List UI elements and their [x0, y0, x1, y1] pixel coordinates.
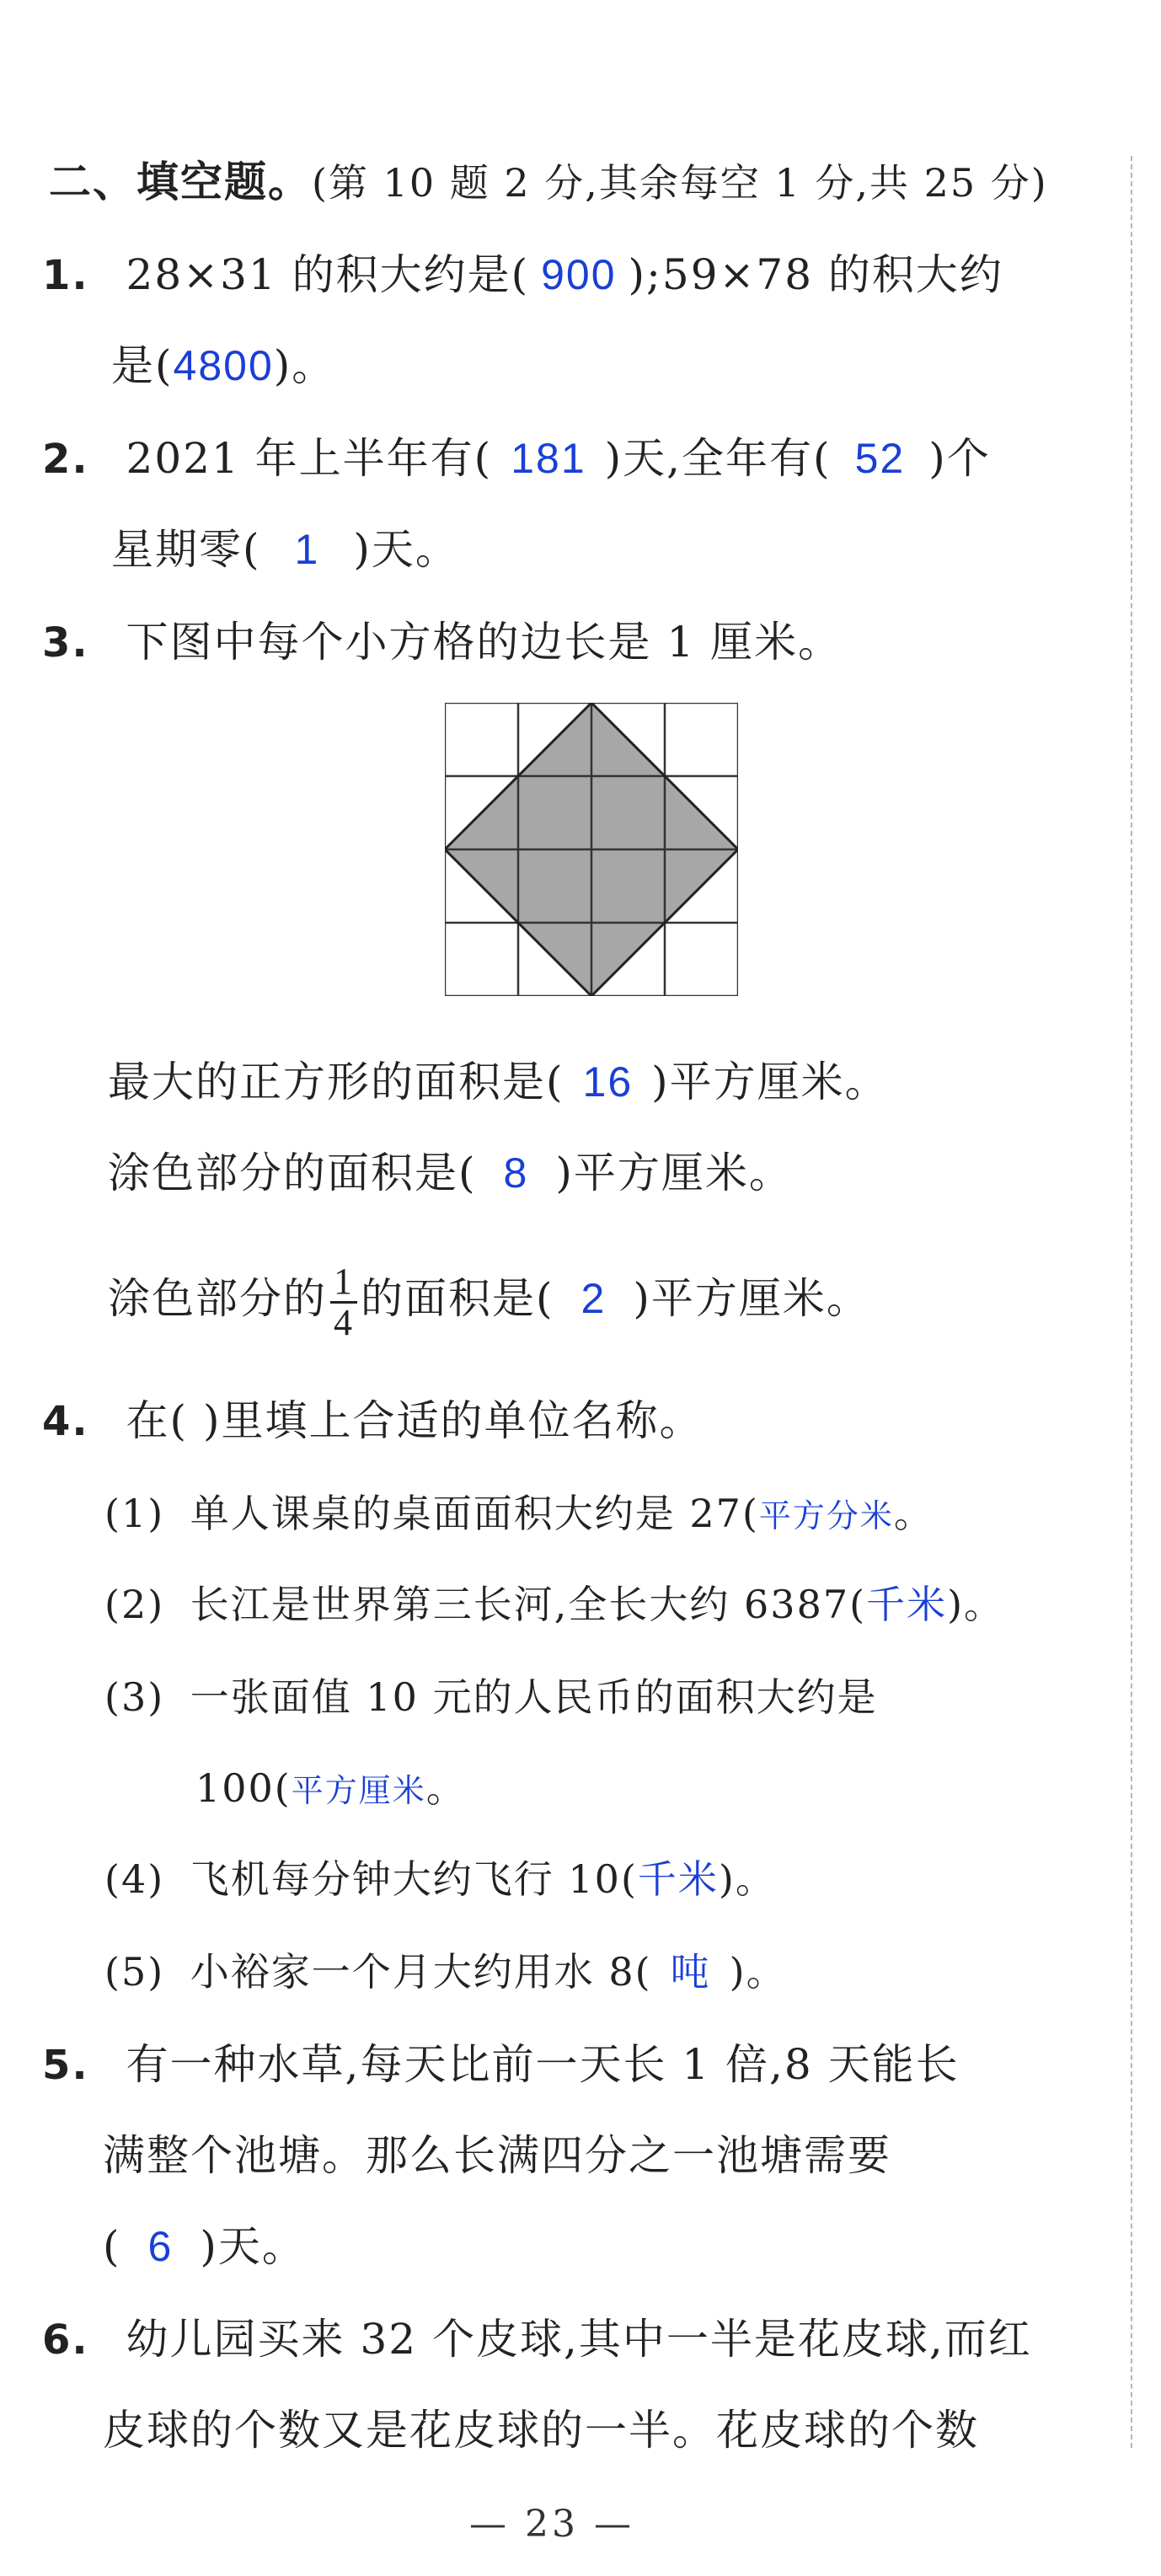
section-title: 二、填空题。 [49, 158, 312, 206]
question-text: 小裕家一个月大约用水 8( [190, 1949, 652, 1995]
answer-blank[interactable]: 2 [580, 1275, 607, 1322]
question-text: 。 [425, 1765, 467, 1811]
question-3-line-3 [108, 1252, 870, 1345]
question-1-line-1 [42, 249, 1003, 301]
answer-blank[interactable]: 千米 [866, 1582, 948, 1627]
answer-blank[interactable]: 平方分米 [758, 1497, 894, 1534]
question-text: 的面积是( [361, 1274, 554, 1323]
question-text: )平方厘米。 [555, 1149, 793, 1197]
dashed-margin-rule [1131, 156, 1132, 2448]
question-3-stem [42, 617, 842, 668]
question-text: 最大的正方形的面积是( [108, 1058, 564, 1106]
question-text: 星期零( [111, 525, 261, 574]
question-text: 2021 年上半年有( [126, 434, 493, 483]
item-label: (2) [104, 1582, 165, 1627]
question-text: 满整个池塘。那么长满四分之一池塘需要 [103, 2131, 891, 2180]
answer-blank[interactable]: 平方厘米 [291, 1772, 426, 1809]
item-label: (5) [104, 1949, 165, 1995]
question-text: 单人课桌的桌面面积大约是 27( [190, 1491, 759, 1536]
question-5-line-1 [42, 2039, 960, 2091]
question-text: );59×78 的积大约 [628, 250, 1003, 299]
section-heading [49, 157, 1048, 208]
question-text: )。 [718, 1856, 776, 1902]
question-text: 是( [111, 341, 174, 390]
answer-blank[interactable]: 6 [147, 2223, 174, 2270]
question-4-item-1 [104, 1488, 934, 1541]
section-note: (第 10 题 2 分,其余每空 1 分,共 25 分) [312, 160, 1048, 206]
question-6-line-1 [42, 2314, 1032, 2365]
answer-blank[interactable]: 1 [294, 526, 320, 573]
question-2-line-1 [42, 433, 991, 485]
question-text: )天。 [353, 525, 459, 574]
question-number: 4. [42, 1398, 89, 1445]
grid-square-figure [445, 703, 738, 996]
question-number: 6. [42, 2316, 89, 2364]
item-label: (1) [104, 1491, 165, 1536]
question-text: 飞机每分钟大约飞行 10( [190, 1856, 638, 1902]
question-text: 涂色部分的 [108, 1274, 327, 1323]
question-text: 涂色部分的面积是( [108, 1149, 477, 1197]
question-text: ( [103, 2222, 121, 2271]
answer-blank[interactable]: 181 [511, 435, 586, 482]
item-label: (4) [104, 1856, 165, 1902]
question-text: 幼儿园买来 32 个皮球,其中一半是花皮球,而红 [126, 2315, 1032, 2364]
question-text: 。 [893, 1491, 934, 1536]
question-text: )。 [947, 1582, 1005, 1627]
question-4-item-3 [104, 1672, 878, 1722]
question-text: 一张面值 10 元的人民币的面积大约是 [190, 1674, 878, 1720]
page-number: — 23 — [469, 2503, 634, 2546]
question-number: 1. [42, 252, 89, 299]
fraction-numerator: 1 [330, 1262, 357, 1304]
question-text: 有一种水草,每天比前一天长 1 倍,8 天能长 [126, 2040, 960, 2089]
question-2-line-2 [111, 524, 459, 575]
question-text: )平方厘米。 [633, 1274, 870, 1323]
question-4-item-2 [104, 1579, 1004, 1630]
fraction-one-quarter [330, 1262, 357, 1342]
question-text: )。 [273, 341, 336, 390]
question-text: 下图中每个小方格的边长是 1 厘米。 [126, 618, 843, 667]
question-text: 28×31 的积大约是( [126, 250, 530, 299]
question-3-line-1 [108, 1057, 889, 1107]
question-text: )个 [928, 434, 991, 483]
question-text: )天。 [200, 2222, 306, 2271]
question-text: 皮球的个数又是花皮球的一半。花皮球的个数 [103, 2406, 979, 2455]
answer-blank[interactable]: 16 [582, 1058, 634, 1106]
answer-blank[interactable]: 吨 [670, 1949, 711, 1995]
item-label: (3) [104, 1674, 165, 1720]
answer-blank[interactable]: 900 [541, 251, 617, 298]
question-number: 2. [42, 436, 89, 483]
question-5-line-3 [103, 2221, 306, 2272]
fraction-denominator: 4 [334, 1301, 354, 1343]
answer-blank[interactable]: 52 [854, 435, 906, 482]
question-4-item-4 [104, 1854, 776, 1904]
question-4-item-3-cont [195, 1763, 467, 1816]
answer-blank[interactable]: 8 [503, 1149, 529, 1197]
question-1-line-2 [111, 340, 335, 391]
question-text: 长江是世界第三长河,全长大约 6387( [190, 1582, 867, 1627]
question-text: )平方厘米。 [651, 1058, 889, 1106]
question-text: 在( )里填上合适的单位名称。 [126, 1396, 704, 1445]
question-text: 100( [195, 1765, 292, 1811]
question-3-line-2 [108, 1148, 793, 1198]
question-text: )。 [729, 1949, 787, 1995]
answer-blank[interactable]: 千米 [637, 1856, 719, 1902]
question-5-line-2 [103, 2130, 891, 2181]
question-4-stem [42, 1395, 703, 1447]
question-text: )天,全年有( [604, 434, 832, 483]
question-4-item-5 [104, 1947, 787, 1997]
question-6-line-2 [103, 2405, 979, 2456]
question-number: 5. [42, 2042, 89, 2089]
answer-blank[interactable]: 4800 [173, 342, 274, 389]
question-number: 3. [42, 619, 89, 667]
